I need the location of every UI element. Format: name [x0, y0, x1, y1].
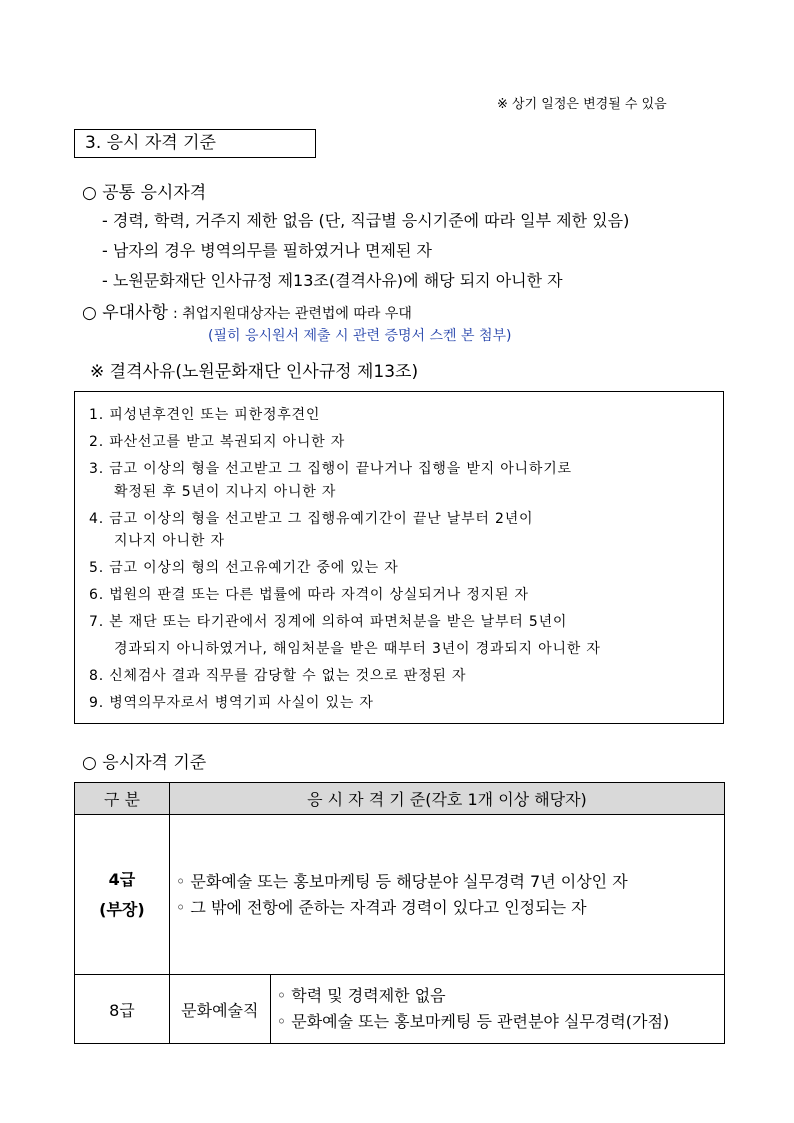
common-item-1: - 경력, 학력, 거주지 제한 없음 (단, 직급별 응시기준에 따라 일부 제한 있음)	[102, 211, 630, 230]
grade-8-job: 문화예술직	[169, 975, 270, 1044]
grade-8-criteria-1: ◦ 학력 및 경력제한 없음	[276, 986, 446, 1005]
grade-8-label: 8급	[75, 975, 170, 1044]
common-item-2: - 남자의 경우 병역의무를 필하였거나 면제된 자	[102, 241, 432, 260]
disqualification-item-7: 7. 본 재단 또는 타기관에서 징계에 의하여 파면처분을 받은 날부터 5년이	[89, 614, 568, 630]
disqualification-list	[74, 391, 724, 724]
criteria-heading: ○ 응시자격 기준	[82, 753, 207, 773]
disqualification-item-1: 1. 피성년후견인 또는 피한정후견인	[89, 407, 321, 423]
criteria-table	[74, 782, 725, 1044]
preference-heading: ○ 우대사항	[82, 303, 168, 323]
header-division: 구 분	[75, 783, 170, 815]
header-criteria: 응 시 자 격 기 준(각호 1개 이상 해당자)	[169, 783, 724, 815]
preference-note: (필히 응시원서 제출 시 관련 증명서 스켄 본 첨부)	[208, 328, 512, 344]
grade-4-criteria-2: ◦ 그 밖에 전항에 준하는 자격과 경력이 있다고 인정되는 자	[175, 897, 587, 917]
grade-4-label: 4급	[108, 869, 136, 889]
section-title: 3. 응시 자격 기준	[74, 129, 316, 158]
disqualification-item-3-cont: 확정된 후 5년이 지나지 아니한 자	[114, 484, 337, 500]
disqualification-item-3: 3. 금고 이상의 형을 선고받고 그 집행이 끝나거나 집행을 받지 아니하기로	[89, 461, 572, 477]
disqualification-item-4: 4. 금고 이상의 형을 선고받고 그 집행유예기간이 끝난 날부터 2년이	[89, 511, 534, 527]
grade-4-cell	[75, 815, 170, 975]
common-item-3: - 노원문화재단 인사규정 제13조(결격사유)에 해당 되지 아니한 자	[102, 271, 563, 290]
disqualification-item-6: 6. 법원의 판결 또는 다른 법률에 따라 자격이 상실되거나 정지된 자	[89, 587, 529, 603]
grade-8-criteria-2: ◦ 문화예술 또는 홍보마케팅 등 관련분야 실무경력(가점)	[276, 1012, 670, 1031]
disqualification-item-2: 2. 파산선고를 받고 복권되지 아니한 자	[89, 434, 346, 450]
disqualification-item-9: 9. 병역의무자로서 병역기피 사실이 있는 자	[89, 695, 374, 711]
common-qualification-heading: ○ 공통 응시자격	[82, 183, 207, 203]
preference-detail: : 취업지원대상자는 관련법에 따라 우대	[173, 306, 412, 322]
disqualification-heading: ※ 결격사유(노원문화재단 인사규정 제13조)	[90, 362, 419, 382]
grade-4-criteria-1: ◦ 문화예술 또는 홍보마케팅 등 해당분야 실무경력 7년 이상인 자	[175, 871, 628, 891]
disqualification-item-8: 8. 신체검사 결과 직무를 감당할 수 없는 것으로 판정된 자	[89, 668, 467, 684]
grade-4-position: (부장)	[99, 899, 145, 919]
disqualification-item-7-cont: 경과되지 아니하였거나, 해임처분을 받은 때부터 3년이 경과되지 아니한 자	[114, 641, 601, 657]
grade-8-criteria	[270, 975, 724, 1044]
disqualification-item-5: 5. 금고 이상의 형의 선고유예기간 중에 있는 자	[89, 560, 399, 576]
preference-line	[82, 298, 412, 323]
schedule-change-note: ※ 상기 일정은 변경될 수 있음	[497, 97, 667, 112]
disqualification-item-4-cont: 지나지 아니한 자	[114, 533, 225, 549]
grade-4-criteria	[169, 815, 724, 975]
